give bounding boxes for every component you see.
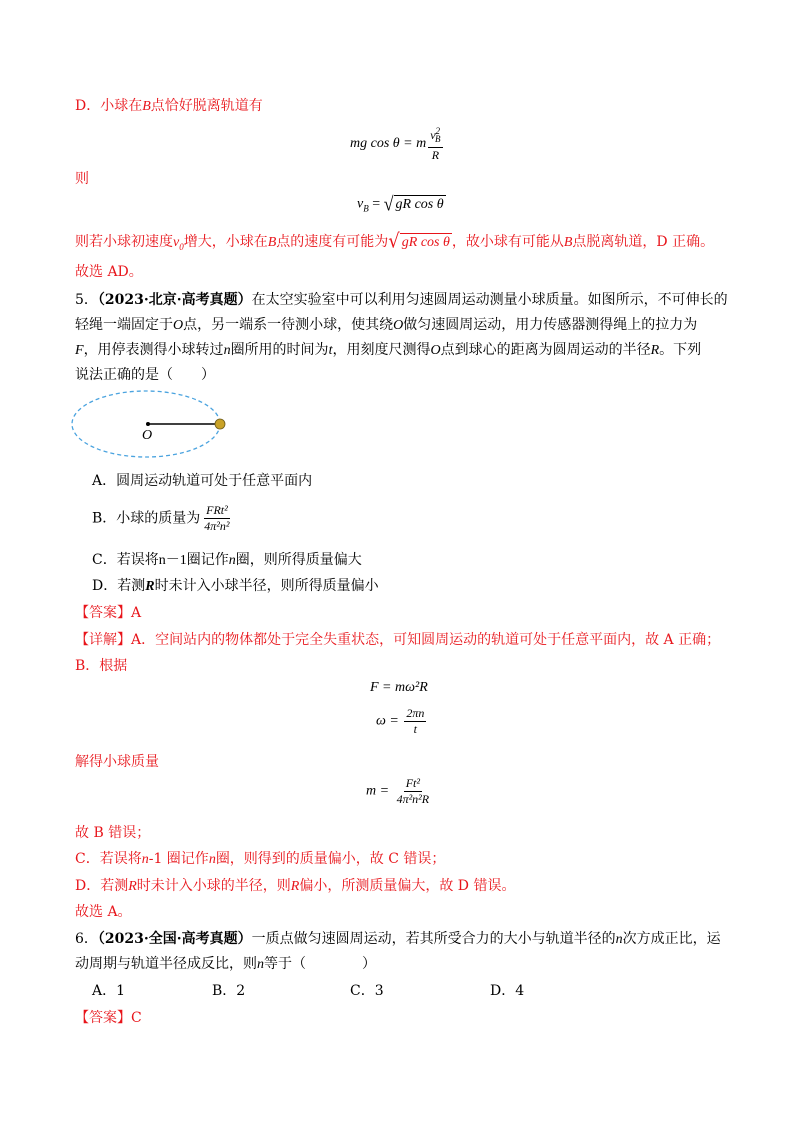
answer-6: 【答案】C bbox=[75, 1010, 142, 1026]
q5-line-1: 5．（2023·北京·高考真题）在太空实验室中可以利用匀速圆周运动测量小球质量。如图所示，不可伸长的 bbox=[75, 292, 728, 308]
q5-option-a: A．圆周运动轨道可处于任意平面内 bbox=[92, 473, 313, 489]
q6-option-b: B．2 bbox=[212, 983, 246, 999]
solve-mass: 解得小球质量 bbox=[75, 754, 159, 770]
d-analysis: D．若测R时未计入小球的半径，则R偏小，所测质量偏大，故 D 错误。 bbox=[75, 878, 516, 894]
q6-line-1: 6．（2023·全国·高考真题）一质点做匀速圆周运动，若其所受合力的大小与轨道半径的n次方成正比，运 bbox=[75, 931, 721, 947]
q5-line-2: 轻绳一端固定于O点，另一端系一待测小球，使其绕O做匀速圆周运动，用力传感器测得绳上的拉力为 bbox=[75, 317, 698, 333]
equation-4: ω = $\frac{2\pi n}{t}$ bbox=[376, 706, 425, 736]
then-label: 则 bbox=[75, 171, 89, 187]
q5-option-b: B．小球的质量为 $\frac{\text{FRt²}}{\text{4π²n²}}$ bbox=[92, 503, 230, 533]
answer-5: 【答案】A bbox=[75, 605, 142, 621]
q6-option-d: D．4 bbox=[490, 983, 525, 999]
equation-1: mg cos θ = m $\frac{v^2_B}{R}$ bbox=[350, 126, 441, 163]
q5-line-3: F，用停表测得小球转过n圈所用的时间为t，用刻度尺测得O点到球心的距离为圆周运动的半径R。下列 bbox=[75, 342, 702, 358]
q6-option-c: C．3 bbox=[350, 983, 384, 999]
q6-line-2: 动周期与轨道半径成反比，则n等于（ ） bbox=[75, 956, 376, 972]
var-b: B bbox=[142, 99, 151, 114]
b-basis: B．根据 bbox=[75, 658, 128, 674]
c-analysis: C．若误将n-1 圈记作n圈，则得到的质量偏小，故 C 错误； bbox=[75, 851, 446, 867]
circular-motion-figure bbox=[70, 388, 240, 460]
equation-2: $v_B$ = √ gR cos θ bbox=[357, 192, 444, 215]
select-ad: 故选 AD。 bbox=[75, 264, 143, 280]
equation-3: F = mω²R bbox=[370, 680, 428, 695]
q5-option-c: C．若误将n－1圈记作n圈，则所得质量偏大 bbox=[92, 552, 362, 568]
b-wrong: 故 B 错误； bbox=[75, 825, 151, 841]
ball bbox=[215, 419, 225, 429]
figure-label-o: O bbox=[142, 428, 153, 443]
q5-line-4: 说法正确的是（ ） bbox=[75, 367, 215, 383]
q6-option-a: A．1 bbox=[92, 983, 126, 999]
detail-5: 【详解】A．空间站内的物体都处于完全失重状态，可知圆周运动的轨道可处于任意平面内，故 A 正确； bbox=[75, 632, 721, 648]
option-d-detail: D．小球在B点恰好脱离轨道有 bbox=[75, 98, 263, 114]
q5-option-d: D．若测R时未计入小球半径，则所得质量偏小 bbox=[92, 578, 379, 594]
equation-5: m = $\frac{\text{Ft²}}{\text{4π²n²R}}$ bbox=[366, 776, 430, 806]
conclusion-line: 则若小球初速度$v_0$增大，小球在B点的速度有可能为 √ gR cos θ ，故小球有可能从B点脱离轨道，D 正确。 bbox=[75, 229, 715, 253]
select-a: 故选 A。 bbox=[75, 904, 132, 920]
